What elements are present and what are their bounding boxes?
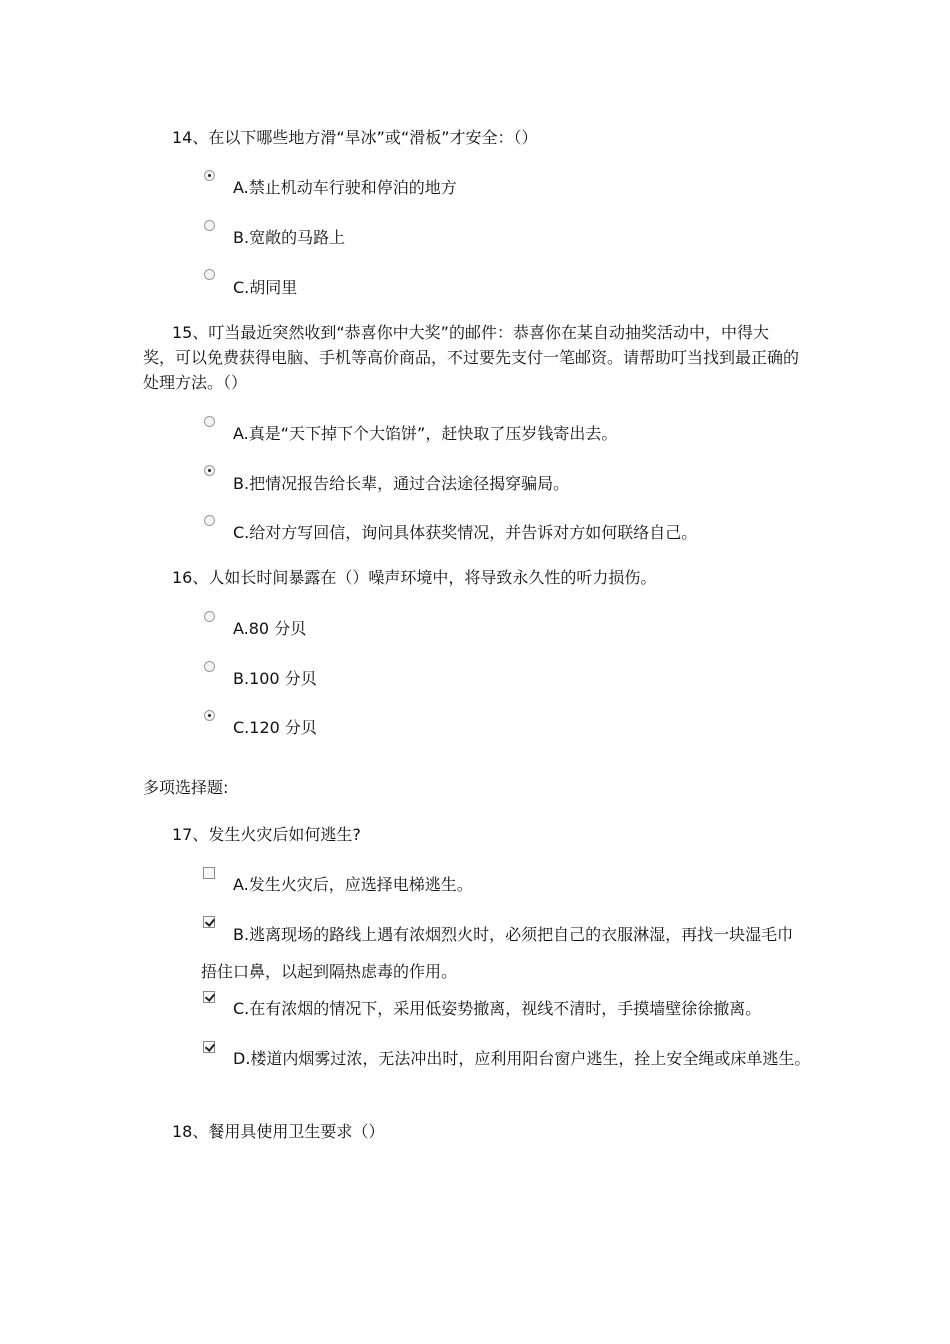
q14-option-a-label: A.禁止机动车行驶和停泊的地方 <box>233 178 457 197</box>
q14-option-c-label: C.胡同里 <box>233 278 298 297</box>
question-16-stem: 16、人如长时间暴露在（）噪声环境中，将导致永久性的听力损伤。 <box>172 568 657 587</box>
q15-option-b-label: B.把情况报告给长辈，通过合法途径揭穿骗局。 <box>233 474 570 493</box>
q15-option-a-label: A.真是“天下掉下个大馅饼”，赶快取了压岁钱寄出去。 <box>233 424 618 443</box>
q17-option-b-label-continuation: 捂住口鼻，以起到隔热虑毒的作用。 <box>201 962 458 981</box>
q17-option-b-checkbox[interactable] <box>203 916 215 928</box>
q17-option-d-label: D.楼道内烟雾过浓，无法冲出时，应利用阳台窗户逃生，拴上安全绳或床单逃生。 <box>233 1049 811 1068</box>
section-heading-multiple-choice: 多项选择题: <box>143 778 229 797</box>
q17-option-a-label: A.发生火灾后，应选择电梯逃生。 <box>233 875 473 894</box>
q16-option-b-label: B.100 分贝 <box>233 669 317 688</box>
q16-option-a-radio[interactable] <box>204 611 215 622</box>
q14-option-a-radio[interactable] <box>204 170 215 181</box>
q16-option-c-radio[interactable] <box>204 710 215 721</box>
q14-option-b-radio[interactable] <box>204 220 215 231</box>
q17-option-c-label: C.在有浓烟的情况下，采用低姿势撤离，视线不清时，手摸墙壁徐徐撤离。 <box>233 999 762 1018</box>
question-14-stem: 14、在以下哪些地方滑“旱冰”或“滑板”才安全：（） <box>172 128 538 147</box>
q15-option-c-radio[interactable] <box>204 515 215 526</box>
q17-option-d-checkbox[interactable] <box>203 1041 215 1053</box>
q16-option-c-label: C.120 分贝 <box>233 718 317 737</box>
q16-option-a-label: A.80 分贝 <box>233 619 307 638</box>
q17-option-c-checkbox[interactable] <box>203 991 215 1003</box>
q14-option-c-radio[interactable] <box>204 269 215 280</box>
q15-option-a-radio[interactable] <box>204 416 215 427</box>
q14-option-b-label: B.宽敞的马路上 <box>233 228 346 247</box>
question-17-stem: 17、发生火灾后如何逃生? <box>172 825 361 844</box>
question-15-stem-line3: 处理方法。（） <box>143 373 248 392</box>
question-18-stem: 18、餐用具使用卫生要求（） <box>172 1122 385 1141</box>
q17-option-b-label: B.逃离现场的路线上遇有浓烟烈火时，必须把自己的衣服淋湿，再找一块湿毛巾 <box>233 925 794 944</box>
question-15-stem-line1: 15、叮当最近突然收到“恭喜你中大奖”的邮件：恭喜你在某自动抽奖活动中，中得大 <box>172 323 769 342</box>
question-15-stem-line2: 奖，可以免费获得电脑、手机等高价商品，不过要先支付一笔邮资。请帮助叮当找到最正确的 <box>143 348 800 367</box>
q17-option-a-checkbox[interactable] <box>203 867 215 879</box>
q15-option-b-radio[interactable] <box>204 465 215 476</box>
q16-option-b-radio[interactable] <box>204 661 215 672</box>
q15-option-c-label: C.给对方写回信，询问具体获奖情况，并告诉对方如何联络自己。 <box>233 523 698 542</box>
